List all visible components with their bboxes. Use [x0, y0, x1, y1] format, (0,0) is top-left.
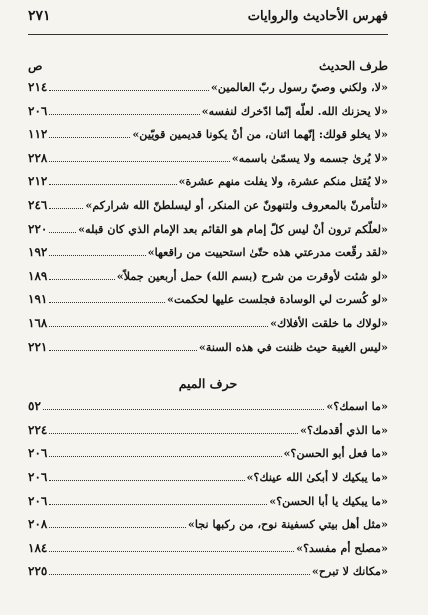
entry-text: «لا يُقتل منكم عشرة، ولا يفلت منهم عشرة»	[178, 174, 388, 189]
entry-text: «ما فعل أبو الحسن؟»	[283, 446, 388, 461]
index-entry	[28, 289, 388, 313]
index-entry	[28, 77, 388, 101]
index-entry	[28, 538, 388, 562]
header-title: فهرس الأحاديث والروايات	[247, 9, 388, 24]
leader-dots	[49, 314, 268, 327]
entry-text: «لو كُسرت لي الوسادة فجلست عليها لحكمت»	[166, 292, 388, 307]
index-entry	[28, 561, 388, 585]
index-entry	[28, 148, 388, 172]
leader-dots	[49, 539, 294, 552]
entry-page: ٢٢٨	[28, 150, 48, 165]
entry-text: «ليس الغيبة حيث ظننت في هذه السنة»	[198, 339, 388, 354]
entry-text: «ما الذي أقدمك؟»	[299, 422, 388, 437]
leader-dots	[49, 338, 196, 351]
mim-entries-list	[28, 396, 388, 585]
index-entry	[28, 514, 388, 538]
leader-dots	[49, 102, 199, 115]
leader-dots	[49, 444, 281, 457]
index-entry	[28, 266, 388, 290]
leader-dots	[43, 397, 325, 410]
entry-page: ١٨٤	[28, 540, 48, 555]
entry-page: ٢٠٦	[28, 103, 48, 118]
index-entry	[28, 337, 388, 361]
entry-page: ٢٠٨	[28, 517, 48, 532]
entry-text: «مصلح أم مفسد؟»	[296, 540, 388, 555]
leader-dots	[49, 290, 165, 303]
entry-text: «لا يُرىٰ جسمه ولا يسمّىٰ باسمه»	[231, 150, 388, 165]
entry-page: ١٦٨	[28, 315, 48, 330]
entry-text: «لقد رقّعت مدرعتي هذه حتّىٰ استحييت من راقعها»	[147, 245, 388, 260]
entry-text: «ما يبكيك يا أبا الحسن؟»	[269, 493, 388, 508]
entry-page: ٢١٤	[28, 80, 48, 94]
leader-dots	[49, 243, 145, 256]
index-entry	[28, 467, 388, 491]
entry-text: «لو شئت لأوقرت من شرح (بسم الله) حمل أربعين جملاً»	[116, 268, 388, 283]
entry-page: ٢٢٥	[28, 564, 48, 579]
index-entry	[28, 101, 388, 125]
leader-dots	[49, 196, 83, 209]
entry-page: ٢٠٦	[28, 493, 48, 508]
leader-dots	[49, 421, 298, 434]
entry-page: ٢٢٤	[28, 422, 48, 437]
entry-text: «لا يحزنك الله. لعلّه إنّما ادّخرك لنفسه»	[201, 103, 388, 118]
leader-dots	[49, 515, 186, 528]
entry-page: ٢٢١	[28, 339, 48, 354]
leader-dots	[49, 125, 130, 138]
entry-page: ٥٢	[28, 399, 41, 414]
entry-page: ٢٢٠	[28, 221, 48, 236]
leader-dots	[49, 220, 76, 233]
leader-dots	[49, 468, 244, 481]
index-entry	[28, 396, 388, 420]
leader-dots	[49, 172, 176, 185]
column-heading-page: ص	[28, 59, 43, 73]
leader-dots	[49, 78, 209, 91]
leader-dots	[49, 492, 267, 505]
index-entry	[28, 420, 388, 444]
leader-dots	[49, 267, 114, 280]
section-title-mim: حرف الميم	[178, 376, 238, 392]
header-page-number: ٢٧١	[28, 8, 51, 24]
index-entry	[28, 195, 388, 219]
index-entry	[28, 219, 388, 243]
entry-page: ٢٠٦	[28, 469, 48, 484]
index-entry	[28, 171, 388, 195]
entry-page: ٢٤٦	[28, 197, 48, 212]
entry-text: «مثل أهل بيتي كسفينة نوح، من ركبها نجا»	[187, 517, 388, 532]
index-entry	[28, 443, 388, 467]
entry-page: ١٩١	[28, 292, 48, 307]
index-entry	[28, 313, 388, 337]
entry-text: «لتأمرنّ بالمعروف ولتنهونّ عن المنكر، أو ليسلطنّ الله شراركم»	[85, 197, 388, 212]
entry-text: «لا يخلو قولك: إنّهما اثنان، من أنْ يكونا قديمين قويّين»	[132, 127, 388, 142]
entry-text: «مكانك لا تبرح»	[311, 564, 388, 579]
lam-entries-list	[28, 77, 388, 360]
index-entry	[28, 242, 388, 266]
leader-dots	[49, 562, 309, 575]
entry-page: ١٩٢	[28, 245, 48, 260]
entry-page: ٢١٢	[28, 174, 48, 189]
entry-text: «لعلّكم ترون أنْ ليس كلّ إمام هو القائم بعد الإمام الذي كان قبله»	[78, 221, 388, 236]
entry-text: «ما يبكيك لا أبكىٰ الله عينك؟»	[246, 469, 388, 484]
running-header	[28, 8, 388, 35]
index-entry	[28, 124, 388, 148]
entry-text: «ما اسمك؟»	[326, 399, 388, 414]
column-heading-hadith: طرف الحديث	[319, 59, 388, 73]
entry-page: ١١٢	[28, 127, 48, 142]
column-headings	[28, 59, 388, 77]
entry-text: «لولاك ما خلقت الأفلاك»	[270, 315, 388, 330]
entry-page: ٢٠٦	[28, 446, 48, 461]
leader-dots	[49, 149, 229, 162]
entry-page: ١٨٩	[28, 268, 48, 283]
index-entry	[28, 491, 388, 515]
entry-text: «لا، ولكني وصيّ رسول ربّ العالمين»	[210, 80, 388, 94]
